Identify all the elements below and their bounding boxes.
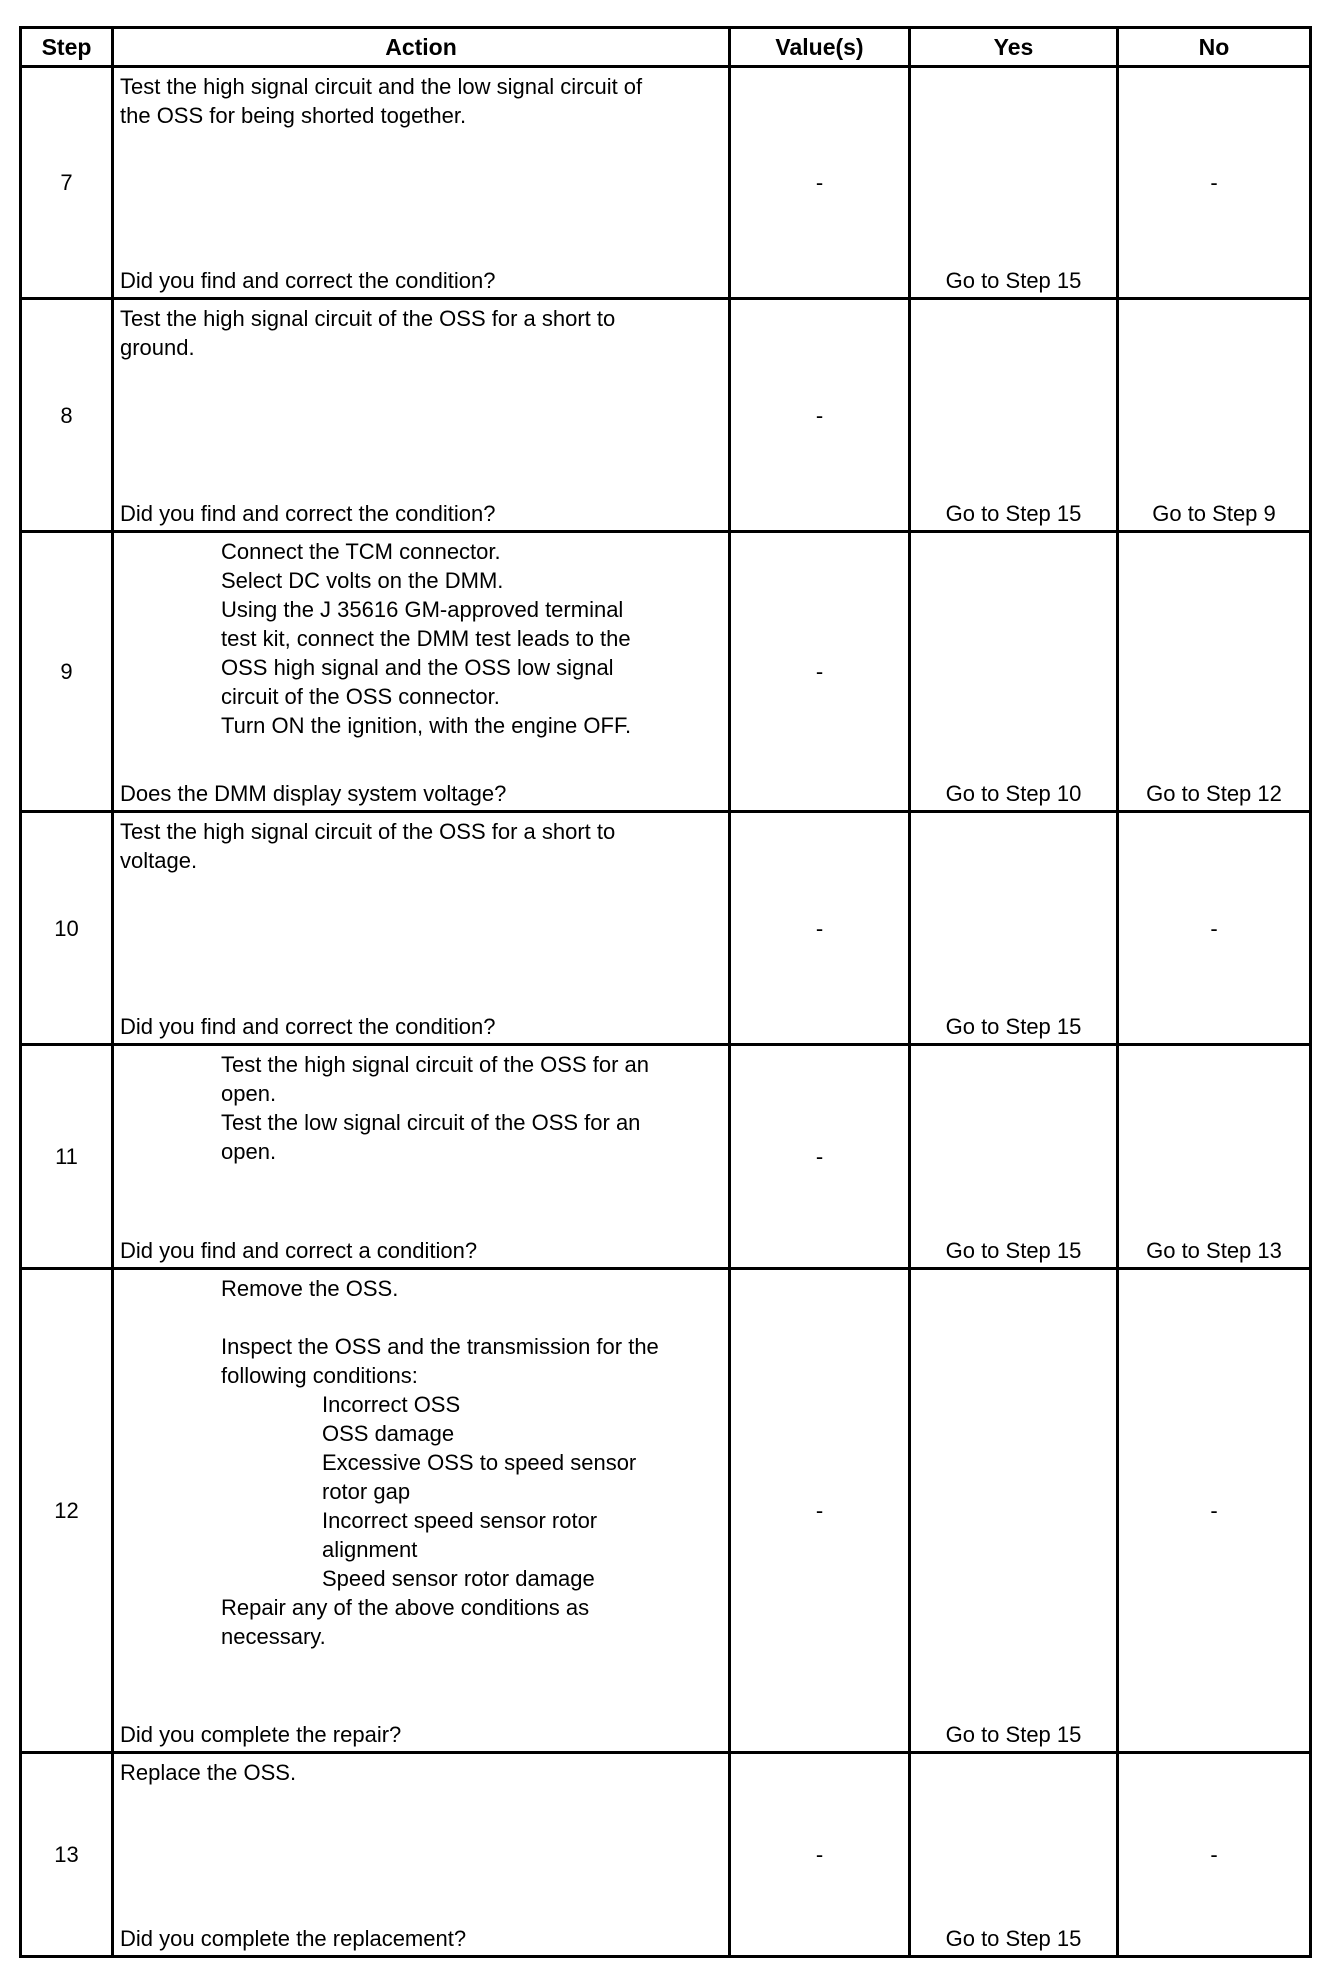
action-line: necessary. bbox=[221, 1624, 326, 1649]
action-cell bbox=[113, 1045, 730, 1269]
no-goto: Go to Step 9 bbox=[1152, 501, 1276, 526]
yes-cell bbox=[910, 1045, 1118, 1269]
action-line bbox=[120, 1303, 722, 1332]
value-cell: - bbox=[730, 299, 910, 532]
action-line: test kit, connect the DMM test leads to the bbox=[221, 626, 631, 651]
no-cell: - bbox=[1118, 812, 1311, 1045]
step-number: 9 bbox=[21, 532, 113, 812]
action-line: Test the high signal circuit and the low signal circuit of bbox=[120, 74, 643, 99]
action-line: Incorrect OSS bbox=[322, 1392, 461, 1417]
action-line: following conditions: bbox=[221, 1363, 418, 1388]
yes-cell bbox=[910, 1269, 1118, 1753]
step-number: 8 bbox=[21, 299, 113, 532]
action-cell bbox=[113, 67, 730, 299]
action-instructions bbox=[114, 1046, 728, 1166]
action-cell bbox=[113, 532, 730, 812]
action-line: Test the high signal circuit of the OSS for an bbox=[221, 1052, 650, 1077]
table-row bbox=[21, 812, 1311, 1045]
action-line: Select DC volts on the DMM. bbox=[221, 568, 504, 593]
no-cell bbox=[1118, 1045, 1311, 1269]
action-question: Did you find and correct the condition? bbox=[120, 268, 496, 293]
header-no: No bbox=[1118, 28, 1311, 67]
action-cell bbox=[113, 812, 730, 1045]
action-line: Remove the OSS. bbox=[221, 1276, 399, 1301]
value-cell: - bbox=[730, 67, 910, 299]
yes-cell bbox=[910, 532, 1118, 812]
no-cell bbox=[1118, 532, 1311, 812]
value-cell: - bbox=[730, 1269, 910, 1753]
table-row bbox=[21, 1269, 1311, 1753]
step-number: 12 bbox=[21, 1269, 113, 1753]
no-cell bbox=[1118, 299, 1311, 532]
action-line: the OSS for being shorted together. bbox=[120, 103, 467, 128]
action-instructions bbox=[114, 1270, 728, 1651]
action-line: rotor gap bbox=[322, 1479, 411, 1504]
table-row bbox=[21, 1045, 1311, 1269]
action-instructions bbox=[114, 813, 728, 875]
action-line: open. bbox=[221, 1139, 277, 1164]
action-line: Test the low signal circuit of the OSS for an bbox=[221, 1110, 641, 1135]
value-cell: - bbox=[730, 812, 910, 1045]
yes-goto: Go to Step 10 bbox=[945, 781, 1082, 806]
header-step: Step bbox=[21, 28, 113, 67]
diagnostic-table bbox=[19, 26, 1312, 1958]
action-line: open. bbox=[221, 1081, 277, 1106]
yes-cell bbox=[910, 812, 1118, 1045]
no-goto: Go to Step 13 bbox=[1146, 1238, 1282, 1263]
action-instructions bbox=[114, 533, 728, 740]
action-line: Turn ON the ignition, with the engine OFF. bbox=[221, 713, 632, 738]
action-line: ground. bbox=[120, 335, 195, 360]
yes-goto: Go to Step 15 bbox=[945, 1014, 1082, 1039]
no-goto: Go to Step 12 bbox=[1146, 781, 1282, 806]
yes-cell bbox=[910, 299, 1118, 532]
action-cell bbox=[113, 1753, 730, 1957]
header-yes: Yes bbox=[910, 28, 1118, 67]
action-line: Test the high signal circuit of the OSS for a short to bbox=[120, 306, 616, 331]
action-instructions bbox=[114, 1754, 728, 1787]
header-action: Action bbox=[113, 28, 730, 67]
value-cell: - bbox=[730, 1753, 910, 1957]
yes-goto: Go to Step 15 bbox=[945, 1722, 1082, 1747]
action-question: Did you find and correct the condition? bbox=[120, 501, 496, 526]
action-line: Connect the TCM connector. bbox=[221, 539, 501, 564]
action-line: Using the J 35616 GM-approved terminal bbox=[221, 597, 624, 622]
action-line: Test the high signal circuit of the OSS for a short to bbox=[120, 819, 616, 844]
action-line: Incorrect speed sensor rotor bbox=[322, 1508, 598, 1533]
yes-cell bbox=[910, 1753, 1118, 1957]
no-cell: - bbox=[1118, 1269, 1311, 1753]
yes-cell bbox=[910, 67, 1118, 299]
value-cell: - bbox=[730, 532, 910, 812]
no-cell: - bbox=[1118, 67, 1311, 299]
action-line: Replace the OSS. bbox=[120, 1760, 297, 1785]
action-line: circuit of the OSS connector. bbox=[221, 684, 500, 709]
no-cell: - bbox=[1118, 1753, 1311, 1957]
action-line: Inspect the OSS and the transmission for the bbox=[221, 1334, 659, 1359]
table-row bbox=[21, 532, 1311, 812]
action-question: Did you complete the repair? bbox=[120, 1722, 402, 1747]
table-body bbox=[21, 67, 1311, 1957]
action-question: Did you complete the replacement? bbox=[120, 1926, 467, 1951]
yes-goto: Go to Step 15 bbox=[945, 268, 1082, 293]
table-row bbox=[21, 1753, 1311, 1957]
action-line: voltage. bbox=[120, 848, 198, 873]
action-cell bbox=[113, 299, 730, 532]
action-line: Excessive OSS to speed sensor bbox=[322, 1450, 637, 1475]
step-number: 11 bbox=[21, 1045, 113, 1269]
yes-goto: Go to Step 15 bbox=[945, 1238, 1082, 1263]
table-row bbox=[21, 67, 1311, 299]
action-instructions bbox=[114, 68, 728, 130]
action-line: alignment bbox=[322, 1537, 418, 1562]
action-question: Does the DMM display system voltage? bbox=[120, 781, 507, 806]
step-number: 7 bbox=[21, 67, 113, 299]
step-number: 10 bbox=[21, 812, 113, 1045]
step-number: 13 bbox=[21, 1753, 113, 1957]
action-question: Did you find and correct a condition? bbox=[120, 1238, 478, 1263]
action-cell bbox=[113, 1269, 730, 1753]
action-line: Speed sensor rotor damage bbox=[322, 1566, 595, 1591]
value-cell: - bbox=[730, 1045, 910, 1269]
action-instructions bbox=[114, 300, 728, 362]
header-row bbox=[21, 28, 1311, 67]
action-line: OSS high signal and the OSS low signal bbox=[221, 655, 614, 680]
yes-goto: Go to Step 15 bbox=[945, 1926, 1082, 1951]
action-question: Did you find and correct the condition? bbox=[120, 1014, 496, 1039]
action-line: Repair any of the above conditions as bbox=[221, 1595, 590, 1620]
yes-goto: Go to Step 15 bbox=[945, 501, 1082, 526]
table-row bbox=[21, 299, 1311, 532]
header-values: Value(s) bbox=[730, 28, 910, 67]
action-line: OSS damage bbox=[322, 1421, 455, 1446]
